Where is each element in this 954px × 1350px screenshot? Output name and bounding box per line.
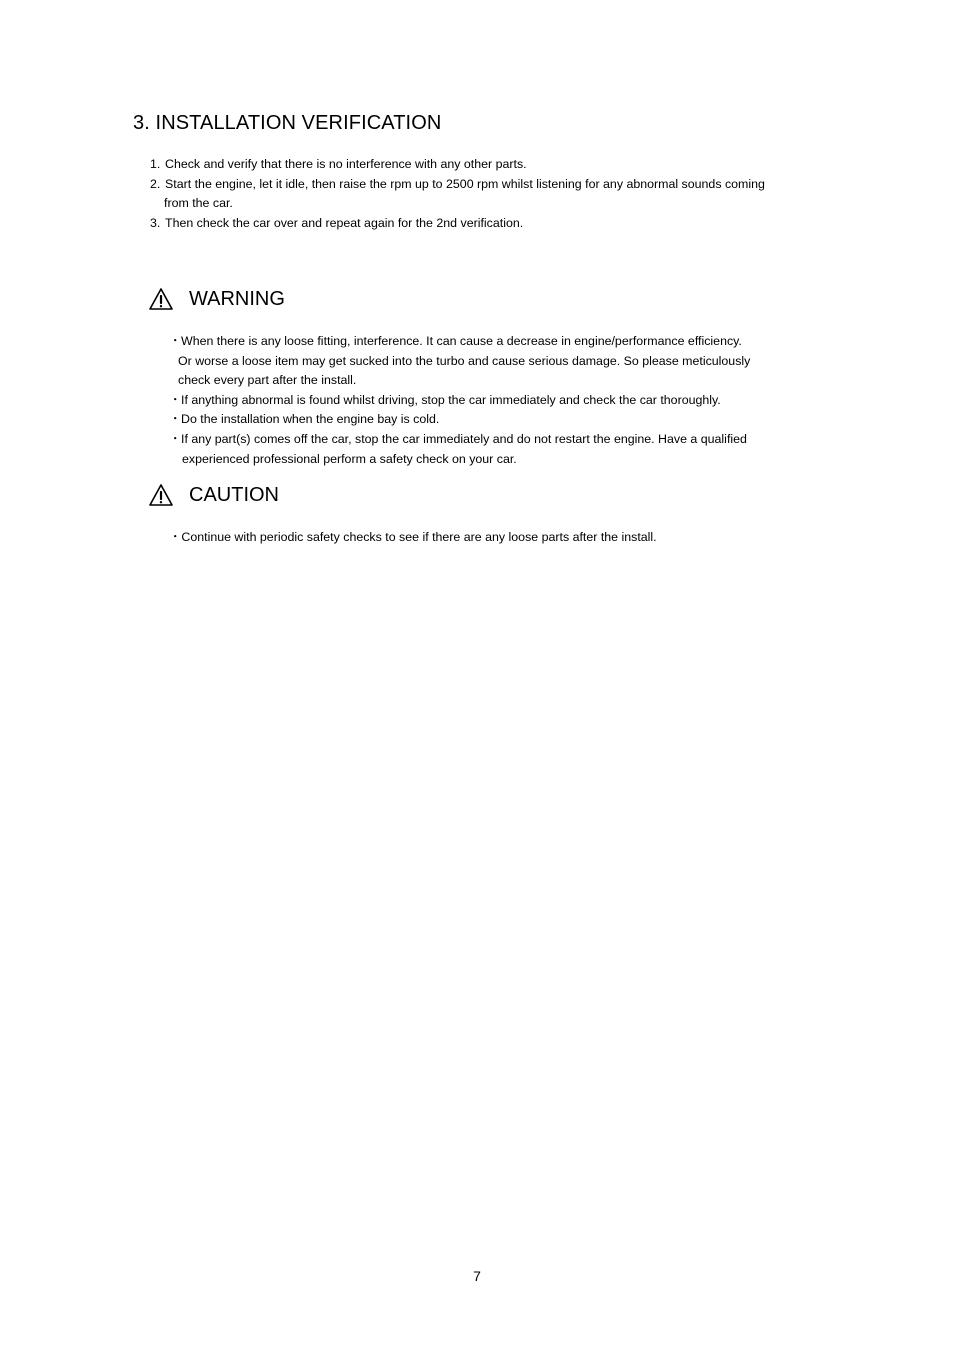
list-item bbox=[150, 155, 840, 175]
list-item bbox=[169, 528, 829, 548]
list-item bbox=[169, 391, 829, 411]
warning-heading bbox=[148, 287, 285, 311]
caution-text: Continue with periodic safety checks to see if there are any loose parts after the install. bbox=[181, 530, 657, 544]
bullet-icon: ・ bbox=[169, 392, 182, 407]
step-number: 1. bbox=[150, 157, 161, 171]
warning-list bbox=[169, 332, 829, 469]
caution-label: CAUTION bbox=[189, 483, 279, 506]
step-text: Start the engine, let it idle, then raise the rpm up to 2500 rpm whilst listening for any abnormal sounds coming bbox=[165, 176, 765, 191]
section-title: 3. INSTALLATION VERIFICATION bbox=[133, 112, 442, 134]
list-item bbox=[150, 214, 840, 234]
bullet-icon: ・ bbox=[169, 412, 182, 427]
warning-text: When there is any loose fitting, interference. It can cause a decrease in engine/performance efficiency. bbox=[181, 334, 742, 348]
step-number: 3. bbox=[150, 215, 161, 230]
bullet-icon: ・ bbox=[169, 431, 182, 446]
page-number: 7 bbox=[473, 1268, 481, 1284]
warning-text: Do the installation when the engine bay is cold. bbox=[181, 412, 440, 427]
warning-text: If any part(s) comes off the car, stop the car immediately and do not restart the engine. Have a qualified bbox=[181, 431, 747, 446]
step-text: Then check the car over and repeat again for the 2nd verification. bbox=[165, 215, 524, 230]
warning-text-continuation: check every part after the install. bbox=[178, 373, 357, 388]
list-item bbox=[169, 332, 829, 391]
warning-text: If anything abnormal is found whilst driving, stop the car immediately and check the car thoroughly. bbox=[181, 392, 721, 407]
warning-label: WARNING bbox=[189, 287, 285, 310]
step-text-continuation: from the car. bbox=[164, 196, 233, 211]
list-item bbox=[169, 430, 829, 469]
list-item bbox=[150, 175, 840, 214]
caution-heading bbox=[148, 483, 279, 507]
warning-text-continuation: Or worse a loose item may get sucked into the turbo and cause serious damage. So please meticulously bbox=[178, 353, 751, 368]
list-item bbox=[169, 410, 829, 430]
bullet-icon: ・ bbox=[169, 334, 182, 348]
step-number: 2. bbox=[150, 176, 161, 191]
caution-list bbox=[169, 528, 829, 548]
verification-steps bbox=[150, 155, 840, 233]
warning-text-continuation: experienced professional perform a safety check on your car. bbox=[182, 451, 517, 466]
bullet-icon: ・ bbox=[169, 530, 182, 544]
step-text: Check and verify that there is no interference with any other parts. bbox=[165, 157, 527, 171]
warning-triangle-icon bbox=[148, 287, 174, 311]
warning-triangle-icon bbox=[148, 483, 174, 507]
